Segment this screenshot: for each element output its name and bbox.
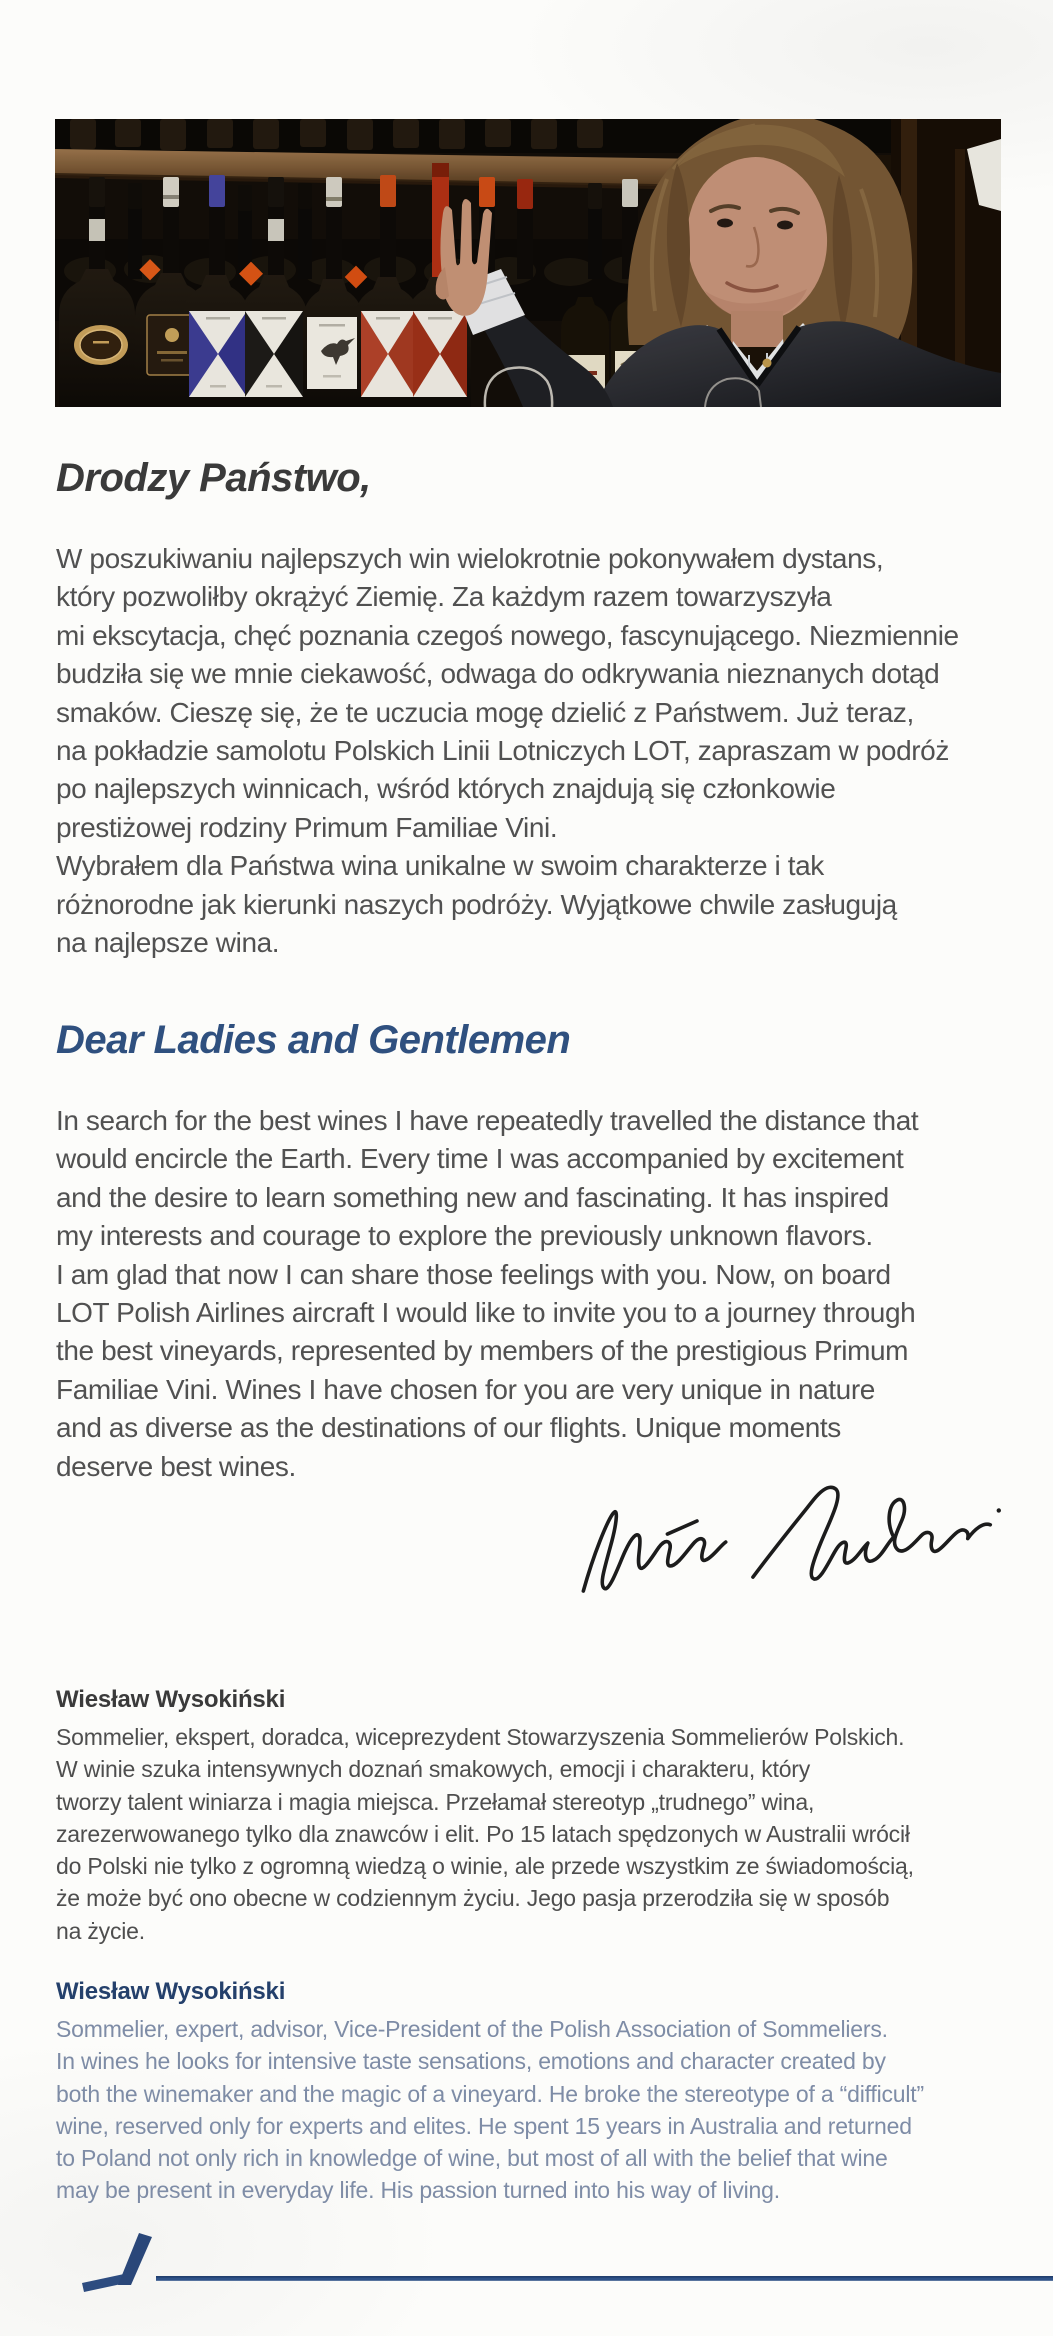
bio-pl-paragraph bbox=[56, 1721, 914, 1947]
text-line: mi ekscytacja, chęć poznania czegoś nowego, fascynującego. Niezmiennie bbox=[56, 619, 959, 651]
intro-pl-heading: Drodzy Państwo, bbox=[56, 456, 371, 500]
text-line: W winie szuka intensywnych doznań smakowych, emocji i charakteru, który bbox=[56, 1756, 811, 1783]
text-line: and the desire to learn something new and fascinating. It has inspired bbox=[56, 1181, 889, 1213]
intro-en-heading: Dear Ladies and Gentlemen bbox=[56, 1018, 571, 1062]
text-line: deserve best wines. bbox=[56, 1450, 296, 1482]
text-line: Sommelier, expert, advisor, Vice-President of the Polish Association of Sommeliers. bbox=[56, 2016, 888, 2042]
text-line: Wybrałem dla Państwa wina unikalne w swoim charakterze i tak bbox=[56, 850, 824, 882]
text-line: both the winemaker and the magic of a vineyard. He broke the stereotype of a “difficult” bbox=[56, 2080, 924, 2107]
text-line: na pokładzie samolotu Polskich Linii Lotniczych LOT, zapraszam w podróż bbox=[56, 735, 949, 767]
text-line: że może być ono obecne w codziennym życiu. Jego pasja przerodziła się w sposób bbox=[56, 1885, 890, 1912]
text-line: do Polski nie tylko z ogromną wiedzą o winie, ale przede wszystkim ze świadomością, bbox=[56, 1853, 914, 1880]
text-line: I am glad that now I can share those feelings with you. Now, on board bbox=[56, 1258, 891, 1290]
text-line: zarezerwowanego tylko dla znawców i elit. Po 15 latach spędzonych w Australii wrócił bbox=[56, 1820, 910, 1847]
text-line: na życie. bbox=[56, 1917, 145, 1944]
text-line: który pozwoliłby okrążyć Ziemię. Za każdym razem towarzyszyła bbox=[56, 581, 832, 613]
intro-pl-paragraph bbox=[56, 540, 959, 962]
text-line: smaków. Cieszę się, że te uczucia mogę dzielić z Państwem. Już teraz, bbox=[56, 696, 914, 728]
text-line: In search for the best wines I have repeatedly travelled the distance that bbox=[56, 1105, 919, 1136]
lot-swoosh-icon bbox=[78, 2226, 1053, 2296]
text-line: wine, reserved only for experts and elites. He spent 15 years in Australia and returned bbox=[56, 2112, 912, 2139]
text-line: would encircle the Earth. Every time I was accompanied by excitement bbox=[56, 1143, 904, 1175]
text-line: the best vineyards, represented by members of the prestigious Primum bbox=[56, 1335, 909, 1367]
bio-en-section bbox=[56, 1978, 924, 2207]
text-line: to Poland not only rich in knowledge of wine, but most of all with the belief that wine bbox=[56, 2145, 888, 2172]
text-line: różnorodne jak kierunki naszych podróży. Wyjątkowe chwile zasługują bbox=[56, 888, 897, 920]
text-line: prestiżowej rodziny Primum Familiae Vini. bbox=[56, 811, 558, 843]
intro-en-paragraph bbox=[56, 1102, 918, 1486]
text-line: may be present in everyday life. His passion turned into his way of living. bbox=[56, 2177, 780, 2204]
sommelier-photo-illustration bbox=[55, 119, 1001, 407]
text-line: my interests and courage to explore the previously unknown flavors. bbox=[56, 1220, 873, 1252]
sommelier-photo bbox=[55, 119, 1001, 407]
signature-handwriting bbox=[548, 1480, 1020, 1618]
text-line: na najlepsze wina. bbox=[56, 927, 280, 959]
bio-en-paragraph bbox=[56, 2013, 924, 2207]
footer-rule bbox=[78, 2226, 1053, 2296]
text-line: tworzy talent winiarza i magia miejsca. Przełamał stereotyp „trudnego” wina, bbox=[56, 1788, 815, 1815]
text-line: W poszukiwaniu najlepszych win wielokrotnie pokonywałem dystans, bbox=[56, 543, 884, 574]
text-line: Sommelier, ekspert, doradca, wiceprezydent Stowarzyszenia Sommelierów Polskich. bbox=[56, 1724, 905, 1750]
text-line: and as diverse as the destinations of our flights. Unique moments bbox=[56, 1412, 841, 1444]
text-line: In wines he looks for intensive taste sensations, emotions and character created by bbox=[56, 2048, 886, 2075]
bio-pl-section bbox=[56, 1686, 914, 1947]
text-line: LOT Polish Airlines aircraft I would like to invite you to a journey through bbox=[56, 1297, 916, 1329]
bio-pl-heading: Wiesław Wysokiński bbox=[56, 1686, 286, 1713]
signature-icon bbox=[548, 1480, 1020, 1618]
text-line: budziła się we mnie ciekawość, odwaga do odkrywania nieznanych dotąd bbox=[56, 658, 940, 690]
text-line: Familiae Vini. Wines I have chosen for you are very unique in nature bbox=[56, 1373, 875, 1405]
text-line: po najlepszych winnicach, wśród których znajdują się członkowie bbox=[56, 773, 836, 805]
bio-en-heading: Wiesław Wysokiński bbox=[56, 1978, 286, 2005]
